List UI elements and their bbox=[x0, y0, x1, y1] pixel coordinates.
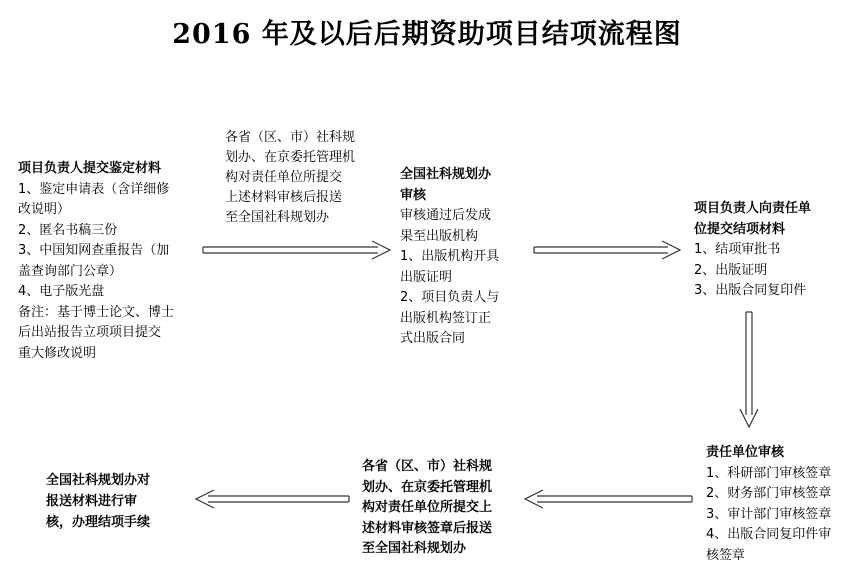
box-submit-appraisal-line: 重大修改说明 bbox=[18, 345, 97, 361]
arrow-right-icon bbox=[534, 241, 680, 259]
box-final-processing-line: 报送材料进行审 bbox=[46, 494, 138, 509]
box-submit-final-line: 2、出版证明 bbox=[694, 262, 768, 278]
box-submit-appraisal-line: 改说明） bbox=[18, 202, 71, 217]
diagram-title: 2016 年及以后后期资助项目结项流程图 bbox=[172, 19, 682, 50]
box-province-review-top-line: 上述材料审核后报送 bbox=[225, 190, 343, 205]
box-province-review-bottom-line: 述材料审核签章后报送 bbox=[362, 520, 493, 536]
box-province-review-bottom-line: 构对责任单位所提交上 bbox=[362, 500, 493, 515]
box-unit-review-line: 1、科研部门审核签章 bbox=[706, 465, 832, 481]
box-province-review-top-line: 划办、在京委托管理机 bbox=[225, 150, 356, 165]
box-national-review-line: 2、项目负责人与 bbox=[400, 290, 500, 305]
arrow-right-icon bbox=[203, 241, 390, 259]
box-submit-appraisal-line: 备注：基于博士论文、博士 bbox=[18, 304, 175, 320]
box-national-review-line: 出版机构签订正 bbox=[400, 310, 492, 326]
box-national-review-heading: 审核 bbox=[400, 187, 427, 203]
box-unit-review-line: 4、出版合同复印件审 bbox=[706, 527, 832, 542]
box-submit-appraisal-line: 1、鉴定申请表（含详细修 bbox=[18, 181, 170, 197]
box-national-review-line: 果至出版机构 bbox=[400, 228, 479, 244]
box-province-review-bottom-line: 划办、在京委托管理机 bbox=[362, 479, 493, 495]
box-unit-review-line: 2、财务部门审核签章 bbox=[706, 486, 832, 501]
arrow-down-icon bbox=[740, 312, 758, 427]
box-unit-review-heading: 责任单位审核 bbox=[706, 445, 785, 460]
box-submit-appraisal-line: 2、匿名书稿三份 bbox=[18, 222, 118, 238]
arrow-left-icon bbox=[196, 490, 349, 508]
box-submit-appraisal-line: 盖查询部门公章） bbox=[18, 263, 123, 279]
box-national-review-line: 1、出版机构开具 bbox=[400, 249, 500, 264]
box-submit-appraisal-line: 3、中国知网查重报告（加 bbox=[18, 243, 170, 258]
arrow-left-icon bbox=[525, 490, 692, 508]
box-submit-appraisal-heading: 项目负责人提交鉴定材料 bbox=[18, 161, 162, 176]
box-final-processing-line: 全国社科规划办对 bbox=[46, 473, 151, 488]
box-province-review-top-line: 各省（区、市）社科规 bbox=[225, 130, 356, 145]
box-national-review-line: 出版证明 bbox=[400, 269, 453, 285]
box-national-review-line: 审核通过后发成 bbox=[400, 208, 492, 223]
box-province-review-bottom-line: 各省（区、市）社科规 bbox=[362, 459, 493, 474]
box-national-review-line: 式出版合同 bbox=[400, 331, 466, 346]
box-national-review-heading: 全国社科规划办 bbox=[400, 167, 492, 182]
box-submit-final-heading: 位提交结项材料 bbox=[694, 221, 786, 237]
box-final-processing-line: 核，办理结项手续 bbox=[46, 515, 151, 530]
box-province-review-top-line: 至全国社科规划办 bbox=[225, 210, 330, 225]
box-submit-final-line: 3、出版合同复印件 bbox=[694, 283, 807, 298]
box-submit-final-heading: 项目负责人向责任单 bbox=[694, 201, 812, 216]
box-unit-review-line: 核签章 bbox=[706, 547, 746, 563]
box-submit-appraisal-line: 后出站报告立项项目提交 bbox=[18, 325, 162, 340]
box-submit-appraisal-line: 4、电子版光盘 bbox=[18, 284, 105, 299]
box-province-review-bottom-line: 至全国社科规划办 bbox=[362, 541, 467, 556]
box-submit-final-line: 1、结项审批书 bbox=[694, 242, 781, 257]
box-unit-review-line: 3、审计部门审核签章 bbox=[706, 506, 832, 522]
box-province-review-top-line: 构对责任单位所提交 bbox=[225, 170, 343, 185]
